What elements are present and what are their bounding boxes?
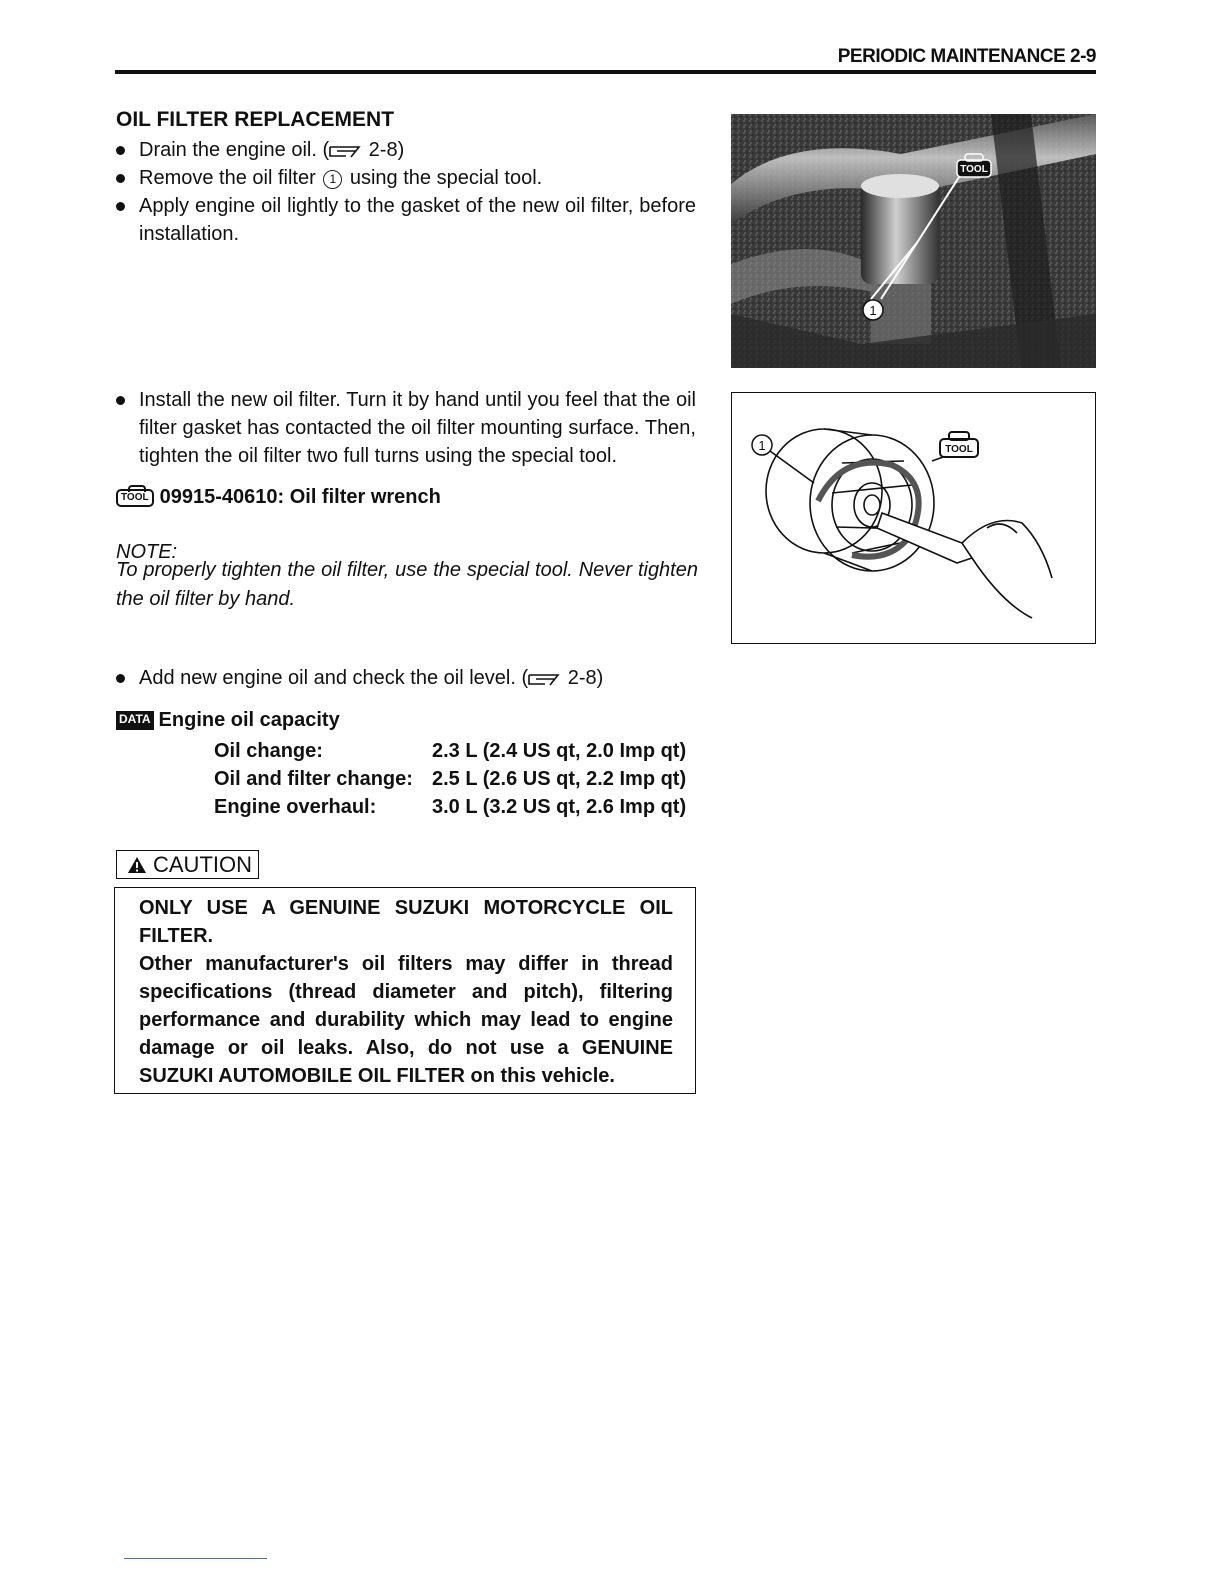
data-title: Engine oil capacity [158, 709, 340, 731]
reference-pointer-icon [329, 143, 363, 159]
oil-filter-wrench-diagram [731, 392, 1096, 644]
capacity-label: Oil and filter change: [214, 767, 413, 790]
diagram-callout-number: 1 [758, 438, 766, 453]
bullet-list-install [116, 386, 696, 470]
capacity-label: Oil change: [214, 739, 323, 762]
list-item [116, 164, 696, 192]
engine-photo [731, 114, 1096, 368]
photo-callout-number: 1 [869, 303, 877, 318]
bullet-text: Add new engine oil and check the oil level. ( [139, 667, 529, 689]
bullet-reference: 2-8) [363, 139, 405, 161]
table-row [214, 765, 686, 793]
bullet-list-prep [116, 136, 696, 248]
list-item: Install the new oil filter. Turn it by hand until you feel that the oil filter gasket has contacted the oil filter mounting surface. Then, tighten the oil filter two full turns using the special tool. [116, 386, 696, 470]
table-row [214, 737, 686, 765]
caution-box [114, 887, 696, 1094]
footer-rule [124, 1558, 267, 1559]
diagram-image [732, 393, 1094, 642]
caution-label [116, 850, 259, 879]
capacity-value: 2.3 L (2.4 US qt, 2.0 Imp qt) [432, 739, 687, 762]
capacity-value: 2.5 L (2.6 US qt, 2.2 Imp qt) [432, 767, 687, 790]
photo-tool-badge: TOOL [960, 164, 988, 175]
special-tool-line [116, 486, 441, 509]
reference-pointer-icon [528, 671, 562, 687]
warning-triangle-icon [127, 856, 147, 874]
header-rule [115, 70, 1096, 74]
note-text: To properly tighten the oil filter, use the special tool. Never tighten the oil filter by hand. [116, 559, 698, 610]
caution-line-1: ONLY USE A GENUINE SUZUKI MOTORCYCLE OIL FILTER. [139, 897, 673, 947]
caution-line-2: Other manufacturer's oil filters may differ in thread specifications (thread diameter and pitch), filtering performance and durability which may lead to engine damage or oil leaks. Also, do not use a GENUINE SUZUKI AUTOMOBILE OIL FILTER on this vehicle. [139, 953, 673, 1087]
section-title: OIL FILTER REPLACEMENT [116, 108, 395, 131]
tool-icon: TOOL [116, 489, 154, 507]
note-label: NOTE: [116, 541, 178, 563]
page-header-title: PERIODIC MAINTENANCE 2-9 [837, 46, 1096, 67]
caution-label-text: CAUTION [153, 852, 252, 877]
list-item [116, 136, 696, 164]
bullet-text: using the special tool. [344, 167, 543, 189]
bullet-list-refill [116, 664, 696, 692]
capacity-label: Engine overhaul: [214, 795, 377, 818]
special-tool-text: 09915-40610: Oil filter wrench [159, 486, 441, 508]
bullet-reference: 2-8) [562, 667, 604, 689]
engine-photo-image [731, 114, 1096, 368]
data-heading [116, 709, 340, 732]
bullet-text: Drain the engine oil. ( [139, 139, 330, 161]
bullet-text: Remove the oil filter [139, 167, 322, 189]
data-icon: DATA [116, 711, 154, 730]
callout-number: 1 [323, 170, 342, 189]
oil-capacity-table [214, 737, 686, 821]
capacity-value: 3.0 L (3.2 US qt, 2.6 Imp qt) [432, 795, 687, 818]
diagram-tool-badge: TOOL [945, 444, 973, 455]
table-row [214, 793, 686, 821]
list-item: Apply engine oil lightly to the gasket of the new oil filter, before installation. [116, 192, 696, 248]
list-item [116, 664, 696, 692]
